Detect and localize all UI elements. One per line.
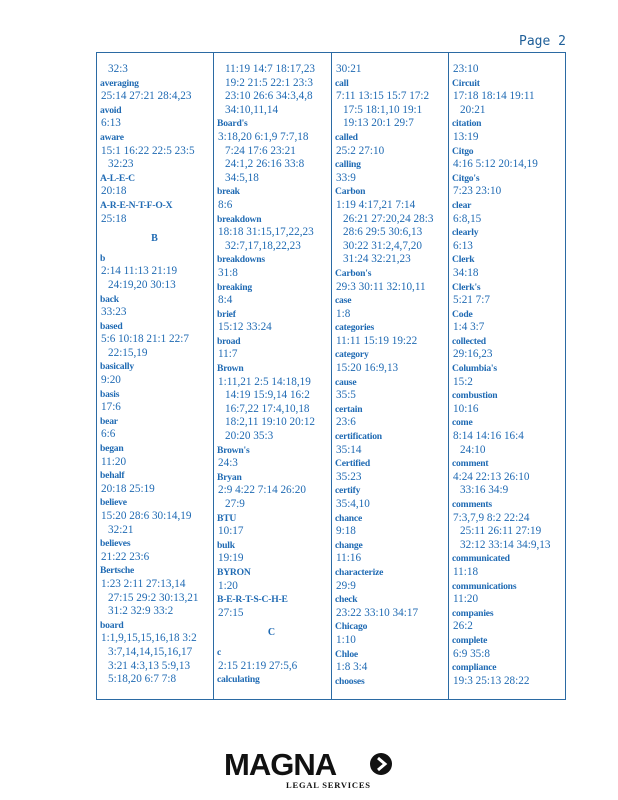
page-line-refs: 6:8,15: [453, 212, 482, 225]
page-line-refs: 1:23 2:11 27:13,14: [101, 577, 186, 590]
logo-subtitle: LEGAL SERVICES: [286, 780, 371, 790]
index-term: comment: [452, 458, 489, 470]
page-line-refs: 35:14: [336, 443, 362, 456]
page-line-refs: 15:20 16:9,13: [336, 362, 399, 375]
page-line-refs: 23:22 33:10 34:17: [336, 606, 419, 619]
page-line-refs: 35:5: [336, 389, 356, 402]
page-line-refs: 29:9: [336, 579, 356, 592]
page-line-refs: 6:6: [101, 428, 116, 441]
index-term: come: [452, 417, 473, 429]
page-line-refs: 20:20 35:3: [225, 430, 274, 443]
page-line-refs: 5:6 10:18 21:1 22:7: [101, 333, 189, 346]
index-term: breaking: [217, 281, 253, 293]
section-letter: C: [267, 627, 276, 639]
index-term: clearly: [452, 227, 479, 239]
page-line-refs: 18:2,11 19:10 20:12: [225, 416, 316, 429]
index-term: cause: [335, 376, 357, 388]
page-line-refs: 28:6 29:5 30:6,13: [343, 226, 423, 239]
page-line-refs: 19:13 20:1 29:7: [343, 117, 414, 130]
page-line-refs: 15:20 28:6 30:14,19: [101, 510, 192, 522]
page-number: Page 2: [519, 34, 566, 49]
page-line-refs: 20:21: [460, 103, 486, 116]
index-term: certification: [335, 431, 382, 443]
index-term: clear: [452, 199, 472, 211]
index-term: behalf: [100, 470, 125, 482]
page-line-refs: 5:21 7:7: [453, 294, 490, 307]
index-term: companies: [452, 607, 494, 619]
page-line-refs: 25:18: [101, 212, 127, 225]
page-line-refs: 11:20: [453, 593, 479, 606]
index-term: certify: [335, 485, 361, 497]
index-term: category: [335, 349, 369, 361]
page-line-refs: 32:23: [108, 158, 134, 171]
page-line-refs: 15:2: [453, 375, 473, 388]
index-term: bulk: [217, 539, 235, 551]
page-line-refs: 26:2: [453, 620, 473, 633]
page-line-refs: 25:14 27:21 28:4,23: [101, 90, 192, 103]
page-line-refs: 30:22 31:2,4,7,20: [343, 239, 422, 252]
index-term: chooses: [335, 675, 365, 687]
page-line-refs: 10:16: [453, 402, 479, 415]
index-term: citation: [452, 118, 482, 130]
index-term: avoid: [100, 104, 122, 116]
page-line-refs: 13:19: [453, 130, 479, 143]
page-line-refs: 26:21 27:20,24 28:3: [343, 212, 434, 225]
index-term: calculating: [217, 674, 260, 686]
page-line-refs: 14:19 15:9,14 16:2: [225, 389, 310, 402]
page-line-refs: 29:16,23: [453, 348, 493, 361]
page-line-refs: 6:13: [453, 239, 473, 252]
page-line-refs: 8:4: [218, 294, 233, 307]
page-line-refs: 29:3 30:11 32:10,11: [336, 280, 426, 293]
page-line-refs: 23:10 26:6 34:3,4,8: [225, 90, 313, 103]
page-line-refs: 8:6: [218, 198, 233, 211]
page-line-refs: 33:23: [101, 306, 127, 319]
index-term: communications: [452, 580, 517, 592]
index-term: Chloe: [335, 648, 358, 660]
page-line-refs: 1:20: [218, 579, 238, 592]
index-term: Brown's: [217, 444, 250, 456]
index-term: c: [217, 646, 222, 658]
index-term: chance: [335, 512, 363, 524]
page-line-refs: 17:6: [101, 401, 121, 414]
page-line-refs: 6:9 35:8: [453, 647, 490, 660]
index-term: calling: [335, 159, 361, 171]
index-term: B-E-R-T-S-C-H-E: [217, 594, 288, 606]
page-line-refs: 16:7,22 17:4,10,18: [225, 402, 310, 415]
page-line-refs: 24:1,2 26:16 33:8: [225, 158, 305, 171]
page-line-refs: 6:13: [101, 117, 121, 130]
page-line-refs: 7:24 17:6 23:21: [225, 144, 296, 157]
index-term: compliance: [452, 662, 497, 674]
index-term: combustion: [452, 390, 498, 402]
index-term: Bryan: [217, 471, 242, 483]
page-line-refs: 11:20: [101, 455, 127, 468]
page-line-refs: 30:21: [336, 63, 362, 75]
index-term: basically: [100, 361, 134, 373]
index-column-1: [97, 53, 212, 699]
page-line-refs: 24:3: [218, 457, 238, 470]
page-line-refs: 2:9 4:22 7:14 26:20: [218, 484, 306, 497]
index-term: based: [100, 320, 123, 332]
page-line-refs: 1:11,21 2:5 14:18,19: [218, 375, 311, 388]
page-line-refs: 15:12 33:24: [218, 321, 272, 334]
page-line-refs: 1:8 3:4: [336, 661, 368, 674]
page-line-refs: 31:8: [218, 266, 238, 279]
index-term: A-L-E-C: [100, 172, 135, 184]
page-line-refs: 11:11 15:19 19:22: [336, 334, 418, 347]
index-term: break: [217, 186, 240, 198]
page-line-refs: 24:10: [460, 443, 486, 456]
index-term: board: [100, 619, 124, 631]
page-line-refs: 18:18 31:15,17,22,23: [218, 226, 314, 239]
page-line-refs: 1:8: [336, 307, 351, 320]
page-line-refs: 25:11 26:11 27:19: [460, 525, 542, 538]
page-line-refs: 2:14 11:13 21:19: [101, 265, 178, 278]
index-term: back: [100, 293, 119, 305]
index-term: Chicago: [335, 621, 368, 633]
page-line-refs: 3:7,14,14,15,16,17: [108, 645, 193, 658]
page-line-refs: 20:18 25:19: [101, 482, 155, 495]
index-term: Citgo's: [452, 172, 480, 184]
index-term: Certified: [335, 458, 370, 470]
index-term: broad: [217, 335, 241, 347]
index-term: check: [335, 594, 358, 606]
page-line-refs: 32:21: [108, 523, 134, 536]
index-term: aware: [100, 131, 124, 143]
page-line-refs: 35:23: [336, 470, 362, 483]
index-term: Carbon: [335, 186, 366, 198]
page-line-refs: 7:11 13:15 15:7 17:2: [336, 90, 430, 103]
page-line-refs: 10:17: [218, 525, 244, 538]
page-line-refs: 3:18,20 6:1,9 7:7,18: [218, 130, 309, 143]
page-line-refs: 27:15 29:2 30:13,21: [108, 591, 199, 604]
page-line-refs: 34:18: [453, 266, 479, 279]
index-term: Circuit: [452, 77, 480, 89]
page-line-refs: 4:16 5:12 20:14,19: [453, 158, 538, 171]
index-term: called: [335, 131, 358, 143]
page-line-refs: 22:15,19: [108, 346, 148, 359]
index-term: Bertsche: [100, 565, 135, 577]
page-line-refs: 34:10,11,14: [225, 103, 279, 116]
index-term: communicated: [452, 553, 510, 565]
page-line-refs: 1:4 3:7: [453, 321, 485, 334]
page-line-refs: 11:19 14:7 18:17,23: [225, 63, 316, 75]
page-line-refs: 23:6: [336, 416, 356, 429]
page-line-refs: 35:4,10: [336, 498, 370, 510]
page-line-refs: 25:2 27:10: [336, 144, 385, 157]
page-line-refs: 9:18: [336, 525, 356, 538]
index-term: Clerk's: [452, 281, 481, 293]
page-line-refs: 7:23 23:10: [453, 185, 502, 198]
page-line-refs: 33:16 34:9: [460, 484, 509, 497]
page-line-refs: 5:18,20 6:7 7:8: [108, 673, 177, 686]
page-line-refs: 27:15: [218, 606, 244, 619]
index-term: certain: [335, 403, 363, 415]
page-line-refs: 3:21 4:3,13 5:9,13: [108, 659, 191, 672]
index-column-3: [331, 53, 446, 699]
page-line-refs: 32:7,17,18,22,23: [225, 239, 301, 252]
page-line-refs: 19:3 25:13 28:22: [453, 674, 530, 687]
index-term: Columbia's: [452, 363, 497, 375]
page-line-refs: 31:2 32:9 33:2: [108, 605, 174, 618]
index-term: A-R-E-N-T-F-O-X: [100, 199, 173, 211]
index-term: complete: [452, 634, 488, 646]
index-term: change: [335, 539, 363, 551]
index-term: b: [100, 252, 106, 264]
index-term: believes: [100, 538, 131, 550]
index-column-2: [213, 53, 329, 699]
index-term: basis: [100, 388, 120, 400]
page-line-refs: 27:9: [225, 498, 245, 510]
index-term: believe: [100, 497, 127, 509]
page-line-refs: 17:5 18:1,10 19:1: [343, 103, 423, 116]
page-line-refs: 15:1 16:22 22:5 23:5: [101, 144, 195, 157]
index-term: comments: [452, 499, 492, 510]
page-line-refs: 21:22 23:6: [101, 550, 150, 563]
page-line-refs: 9:20: [101, 374, 121, 387]
index-term: breakdown: [217, 213, 262, 225]
index-frame: [96, 52, 566, 700]
index-term: Code: [452, 308, 473, 320]
page-line-refs: 1:19 4:17,21 7:14: [336, 198, 416, 211]
page-line-refs: 33:9: [336, 171, 356, 184]
page-line-refs: 19:2 21:5 22:1 23:3: [225, 76, 313, 89]
index-term: Clerk: [452, 254, 475, 266]
page-line-refs: 1:10: [336, 633, 356, 646]
page-line-refs: 24:19,20 30:13: [108, 278, 176, 291]
index-term: categories: [335, 322, 375, 334]
page-line-refs: 20:18: [101, 185, 127, 198]
index-term: bear: [100, 415, 118, 427]
section-letter: B: [151, 233, 158, 245]
index-column-4: [448, 53, 565, 699]
page-line-refs: 11:16: [336, 552, 362, 565]
page-line-refs: 34:5,18: [225, 171, 259, 184]
index-term: case: [335, 295, 352, 307]
index-term: brief: [217, 308, 236, 320]
index-term: breakdowns: [217, 254, 265, 266]
magna-logo: [224, 748, 394, 792]
page-line-refs: 1:1,9,15,15,16,18 3:2: [101, 632, 197, 645]
page-line-refs: 2:15 21:19 27:5,6: [218, 659, 298, 672]
index-term: began: [100, 443, 124, 455]
page-line-refs: 32:12 33:14 34:9,13: [460, 538, 551, 551]
page-line-refs: 32:3: [108, 63, 128, 75]
logo-wordmark: MAGNA: [224, 747, 337, 782]
page-line-refs: 31:24 32:21,23: [343, 253, 411, 266]
index-term: Board's: [217, 118, 248, 130]
index-term: call: [335, 77, 349, 89]
page-line-refs: 11:7: [218, 348, 238, 361]
page-line-refs: 19:19: [218, 552, 244, 565]
index-term: Citgo: [452, 145, 474, 157]
index-term: characterize: [335, 566, 384, 578]
page-line-refs: 23:10: [453, 63, 479, 75]
page-line-refs: 17:18 18:14 19:11: [453, 90, 535, 103]
index-term: Brown: [217, 363, 244, 375]
index-term: BYRON: [217, 566, 251, 578]
index-term: collected: [452, 335, 486, 347]
page-line-refs: 7:3,7,9 8:2 22:24: [453, 511, 530, 524]
index-term: BTU: [217, 512, 237, 524]
arrow-circle-icon: [370, 753, 392, 775]
index-term: Carbon's: [335, 267, 372, 279]
index-term: averaging: [100, 77, 139, 89]
page-line-refs: 11:18: [453, 565, 479, 578]
page-line-refs: 8:14 14:16 16:4: [453, 430, 524, 443]
page-line-refs: 4:24 22:13 26:10: [453, 470, 530, 483]
